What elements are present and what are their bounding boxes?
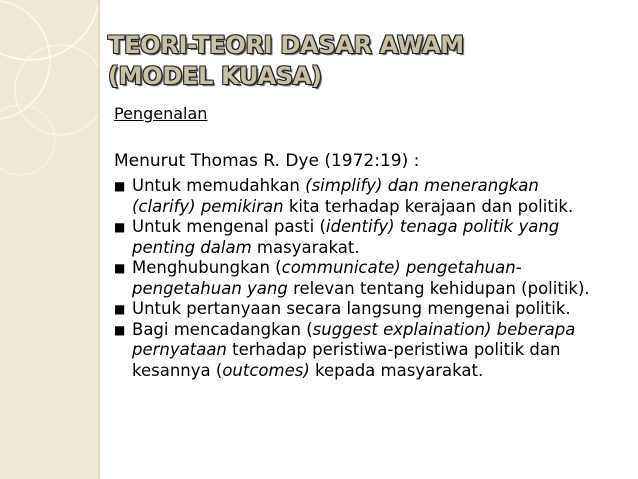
bullet-text-italic: (simplify) dan menerangkan [305, 176, 539, 195]
bullet-text-italic: communicate) pengetahuan- [281, 258, 522, 277]
bullet-text-italic: penting dalam [132, 237, 252, 257]
bullet-text-italic: identify) tenaga politik yang [325, 217, 560, 236]
bullet-square-icon: ■ [114, 261, 126, 275]
bullet-square-icon: ■ [114, 179, 126, 193]
slide-subtitle: Pengenalan [114, 104, 208, 123]
bullet-text: kesannya ( [132, 360, 223, 380]
bullet-item [114, 176, 634, 217]
title-line-2: (MODEL KUASA) [108, 62, 322, 90]
bullet-item [114, 299, 634, 320]
bullet-text: Untuk mengenal pasti ( [132, 217, 326, 236]
bullet-text: kita terhadap kerajaan dan politik. [283, 196, 574, 216]
bullet-text: Untuk pertanyaan secara langsung mengenai politik. [132, 299, 571, 318]
bullet-square-icon: ■ [114, 322, 126, 337]
bullet-text: kepada masyarakat. [309, 360, 484, 380]
bullet-text-italic: pengetahuan yang [132, 278, 288, 298]
slide-content [114, 104, 634, 381]
bullet-text: Bagi mencadangkan ( [132, 319, 313, 339]
bullet-text: Menghubungkan ( [132, 258, 282, 277]
bullet-item [114, 258, 634, 299]
slide-title [108, 30, 464, 92]
intro-text: Menurut Thomas R. Dye (1972:19) : [114, 151, 420, 171]
bullet-text: terhadap peristiwa-peristiwa politik dan [226, 340, 561, 359]
strip-divider [98, 0, 100, 479]
bullet-text: masyarakat. [251, 237, 360, 257]
bullet-text: Untuk memudahkan [132, 176, 306, 195]
bullet-list [114, 176, 634, 381]
bullet-square-icon: ■ [114, 302, 126, 316]
bullet-item [114, 320, 634, 382]
decorative-side-strip [0, 0, 100, 479]
decorative-circles [0, 0, 100, 479]
bullet-text-italic: pernyataan [132, 340, 227, 359]
bullet-square-icon: ■ [114, 220, 126, 234]
bullet-item [114, 217, 634, 258]
title-line-1: TEORI-TEORI DASAR AWAM [108, 31, 464, 59]
bullet-text: relevan tentang kehidupan (politik). [287, 278, 590, 298]
bullet-text-italic: suggest explaination) beberapa [312, 319, 576, 339]
bullet-text-italic: (clarify) pemikiran [132, 196, 284, 216]
bullet-text-italic: outcomes) [222, 360, 310, 380]
